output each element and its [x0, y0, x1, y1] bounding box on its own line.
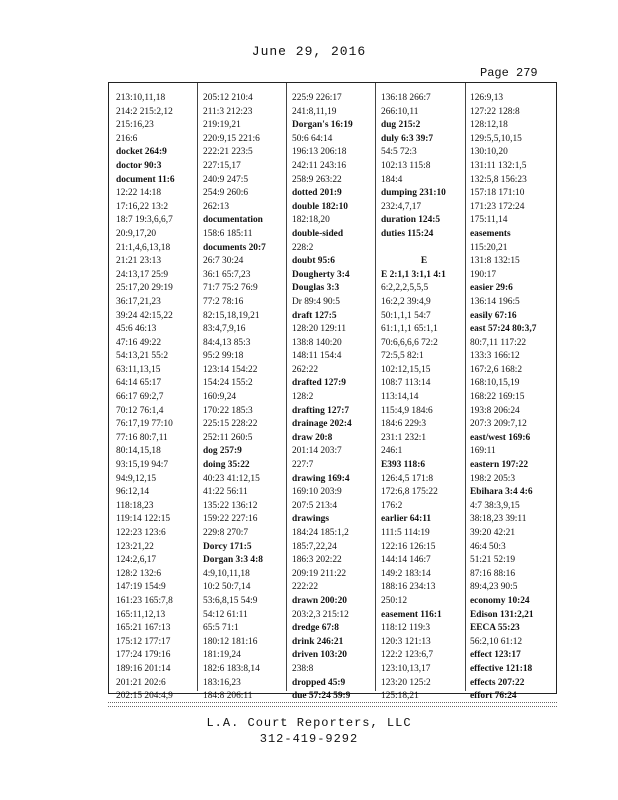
index-entry: Dr 89:4 90:5 — [292, 296, 340, 307]
index-entry: E 2:1,1 3:1,1 4:1 — [381, 269, 446, 280]
index-entry: 20:9,17,20 — [116, 228, 157, 239]
index-entry: 128:12,18 — [470, 120, 508, 131]
index-entry: 80:7,11 117:22 — [470, 337, 527, 348]
index-entry: 246:1 — [381, 446, 403, 457]
index-entry: 144:14 146:7 — [381, 555, 431, 566]
index-entry: 177:24 179:16 — [116, 650, 171, 661]
index-entry: 205:12 210:4 — [203, 93, 253, 103]
index-entry: drawn 200:20 — [292, 595, 347, 606]
index-entry: doctor 90:3 — [116, 160, 162, 171]
index-entry: 170:22 185:3 — [203, 405, 253, 416]
index-entry: 220:9,15 221:6 — [203, 133, 260, 144]
index-entry: 131:8 132:15 — [470, 256, 520, 267]
index-entry: 225:9 226:17 — [292, 93, 342, 103]
index-entry: 72:5,5 82:1 — [381, 351, 424, 362]
index-entry: 165:21 167:13 — [116, 623, 171, 634]
index-entry: 89:4,23 90:5 — [470, 582, 518, 593]
index-entry: 125:18,21 — [381, 691, 419, 702]
index-entry: 168:22 169:15 — [470, 392, 525, 403]
index-entry: 136:18 266:7 — [381, 93, 431, 103]
index-entry: 229:8 270:7 — [203, 528, 249, 538]
index-entry: 149:2 183:14 — [381, 568, 431, 579]
index-entry: 122:16 126:15 — [381, 541, 436, 552]
index-entry: 222:22 — [292, 582, 319, 593]
index-entry: 225:15 228:22 — [203, 419, 258, 430]
index-entry: drafted 127:9 — [292, 378, 346, 389]
index-entry: 182:18,20 — [292, 215, 330, 226]
index-entry: 26:7 30:24 — [203, 256, 244, 267]
index-entry: 129:5,5,10,15 — [470, 133, 522, 144]
index-column-4 — [381, 92, 467, 704]
index-entry: 216:6 — [116, 133, 138, 144]
index-entry: 128:2 — [292, 392, 314, 403]
index-entry: 252:11 260:5 — [203, 432, 253, 443]
index-column-5 — [470, 92, 556, 704]
index-entry: driven 103:20 — [292, 650, 347, 661]
index-entry: draft 127:5 — [292, 310, 337, 321]
index-entry: 95:2 99:18 — [203, 351, 244, 362]
index-entry: 54:5 72:3 — [381, 147, 417, 158]
index-entry: 24:13,17 25:9 — [116, 269, 169, 280]
index-entry: dropped 45:9 — [292, 677, 346, 688]
page-number: Page 279 — [480, 66, 538, 80]
index-entry: draw 20:8 — [292, 432, 333, 443]
index-entry: 84:4,13 85:3 — [203, 337, 251, 348]
index-entry: 123:14 154:22 — [203, 364, 258, 375]
index-entry: document 11:6 — [116, 174, 175, 185]
index-entry: 207:5 213:4 — [292, 500, 338, 511]
index-entry: 227:7 — [292, 460, 314, 471]
index-entry: 16:2,2 39:4,9 — [381, 296, 431, 307]
index-entry: 115:4,9 184:6 — [381, 405, 433, 416]
index-entry: earlier 64:11 — [381, 514, 432, 525]
index-entry: 207:3 209:7,12 — [470, 419, 527, 430]
index-entry: 266:10,11 — [381, 106, 419, 117]
index-entry: 12:22 14:18 — [116, 188, 162, 199]
index-entry: 93:15,19 94:7 — [116, 460, 169, 471]
index-entry: 25:17,20 29:19 — [116, 283, 173, 294]
index-entry: 102:12,15,15 — [381, 364, 431, 375]
index-entry: 172:6,8 175:22 — [381, 487, 438, 498]
index-entry: 80:14,15,18 — [116, 446, 161, 457]
index-entry: 184:4 — [381, 174, 403, 185]
index-entry: 182:6 183:8,14 — [203, 663, 260, 674]
index-entry: 61:1,1,1 65:1,1 — [381, 324, 438, 335]
index-entry: dug 215:2 — [381, 120, 421, 131]
index-entry: 250:12 — [381, 595, 408, 606]
index-entry: 240:9 247:5 — [203, 174, 249, 185]
index-entry: easement 116:1 — [381, 609, 442, 620]
index-entry: 169:11 — [470, 446, 496, 457]
index-entry: 258:9 263:22 — [292, 174, 342, 185]
index-entry: 157:18 171:10 — [470, 188, 525, 199]
page-date: June 29, 2016 — [251, 44, 367, 59]
index-entry: 17:16,22 13:2 — [116, 201, 169, 212]
index-entry: 21:21 23:13 — [116, 256, 162, 267]
index-entry: 96:12,14 — [116, 487, 150, 498]
index-entry: EECA 55:23 — [470, 623, 520, 634]
index-entry: 38:18,23 39:11 — [470, 514, 527, 525]
index-entry: 138:8 140:20 — [292, 337, 342, 348]
index-entry: doubt 95:6 — [292, 256, 335, 267]
index-entry: 126:9,13 — [470, 93, 504, 103]
index-entry: 123:21,22 — [116, 541, 154, 552]
index-entry: doing 35:22 — [203, 460, 250, 471]
index-entry: 133:3 166:12 — [470, 351, 520, 362]
index-entry: dumping 231:10 — [381, 188, 446, 199]
index-entry: 180:12 181:16 — [203, 636, 258, 647]
index-entry: Dorcy 171:5 — [203, 541, 252, 552]
index-entry: 4:9,10,11,18 — [203, 568, 250, 579]
index-entry: 159:22 227:16 — [203, 514, 258, 525]
index-entry: drainage 202:4 — [292, 419, 352, 430]
index-entry: 56:2,10 61:12 — [470, 636, 523, 647]
index-entry: easements — [470, 228, 511, 239]
index-entry: 46:4 50:3 — [470, 541, 506, 552]
index-entry: 188:16 234:13 — [381, 582, 436, 593]
index-entry: 65:5 71:1 — [203, 623, 239, 634]
index-entry: 123:10,13,17 — [381, 663, 431, 674]
index-entry: 63:11,13,15 — [116, 364, 161, 375]
index-entry: 94:9,12,15 — [116, 473, 157, 484]
index-entry: 262:22 — [292, 364, 319, 375]
index-entry: 219:19,21 — [203, 120, 241, 131]
index-entry: 108:7 113:14 — [381, 378, 431, 389]
index-entry: 10:2 50:7,14 — [203, 582, 251, 593]
index-entry: 222:21 223:5 — [203, 147, 253, 158]
index-entry: 154:24 155:2 — [203, 378, 253, 389]
index-entry: 87:16 88:16 — [470, 568, 516, 579]
index-entry: drink 246:21 — [292, 636, 344, 647]
index-entry: 130:10,20 — [470, 147, 508, 158]
index-entry: 120:3 121:13 — [381, 636, 431, 647]
index-entry: 202:15 204:4,9 — [116, 691, 173, 702]
index-entry: 128:20 129:11 — [292, 324, 347, 335]
index-entry: 215:16,23 — [116, 120, 154, 131]
index-entry: 39:20 42:21 — [470, 528, 516, 538]
index-entry: 184:6 229:3 — [381, 419, 427, 430]
index-entry: 203:2,3 215:12 — [292, 609, 349, 620]
index-entry: dotted 201:9 — [292, 188, 342, 199]
index-entry: 76:17,19 77:10 — [116, 419, 173, 430]
index-entry: 147:19 154:9 — [116, 582, 166, 593]
index-entry: 123:20 125:2 — [381, 677, 431, 688]
index-entry: duly 6:3 39:7 — [381, 133, 434, 144]
index-entry: 111:5 114:19 — [381, 528, 430, 538]
index-entry: Dougherty 3:4 — [292, 269, 350, 280]
index-entry — [381, 242, 467, 256]
index-entry: 113:14,14 — [381, 392, 419, 403]
index-entry: duration 124:5 — [381, 215, 441, 226]
index-entry: 196:13 206:18 — [292, 147, 347, 158]
index-entry: Ebihara 3:4 4:6 — [470, 487, 533, 498]
index-entry: 36:1 65:7,23 — [203, 269, 251, 280]
index-entry: 66:17 69:2,7 — [116, 392, 164, 403]
index-entry: 118:12 119:3 — [381, 623, 431, 634]
index-entry: 201:14 203:7 — [292, 446, 342, 457]
index-entry: effective 121:18 — [470, 663, 533, 674]
index-entry: 64:14 65:17 — [116, 378, 162, 389]
index-entry: 232:4,7,17 — [381, 201, 422, 212]
index-entry: 102:13 115:8 — [381, 160, 431, 171]
index-entry: documents 20:7 — [203, 242, 266, 253]
index-column-2 — [203, 92, 289, 704]
index-entry: 214:2 215:2,12 — [116, 106, 173, 117]
index-entry: 6:2,2,2,5,5,5 — [381, 283, 429, 294]
index-entry: 122:2 123:6,7 — [381, 650, 434, 661]
index-entry: 50:6 64:14 — [292, 133, 333, 144]
index-entry: 167:2,6 168:2 — [470, 364, 523, 375]
index-entry: drawings — [292, 514, 329, 525]
index-entry: 175:12 177:17 — [116, 636, 171, 647]
index-entry: easily 67:16 — [470, 310, 517, 321]
index-entry: 21:1,4,6,13,18 — [116, 242, 171, 253]
index-entry: effects 207:22 — [470, 677, 525, 688]
index-entry: eastern 197:22 — [470, 460, 529, 471]
index-entry: 185:7,22,24 — [292, 541, 337, 552]
index-entry: 189:16 201:14 — [116, 663, 171, 674]
index-entry: 158:6 185:11 — [203, 228, 253, 239]
index-entry: 4:7 38:3,9,15 — [470, 500, 520, 511]
index-entry: 201:21 202:6 — [116, 677, 166, 688]
index-entry: 54:12 61:11 — [203, 609, 248, 620]
index-entry: 171:23 172:24 — [470, 201, 525, 212]
index-entry: 36:17,21,23 — [116, 296, 161, 307]
index-entry: effect 123:17 — [470, 650, 521, 661]
index-entry: east/west 169:6 — [470, 432, 531, 443]
index-entry: 262:13 — [203, 201, 230, 212]
index-entry: 41:22 56:11 — [203, 487, 248, 498]
index-entry: 184:24 185:1,2 — [292, 528, 349, 538]
index-entry: 131:11 132:1,5 — [470, 160, 527, 171]
index-entry: 50:1,1,1 54:7 — [381, 310, 431, 321]
index-entry: 53:6,8,15 54:9 — [203, 595, 258, 606]
index-entry: 184:8 206:11 — [203, 691, 253, 702]
index-entry: 161:23 165:7,8 — [116, 595, 173, 606]
index-entry: 18:7 19:3,6,6,7 — [116, 215, 173, 226]
index-entry: 209:19 211:22 — [292, 568, 347, 579]
index-entry: 54:13,21 55:2 — [116, 351, 169, 362]
index-entry: 118:18,23 — [116, 500, 154, 511]
index-entry: economy 10:24 — [470, 595, 530, 606]
index-entry: double 182:10 — [292, 201, 348, 212]
index-entry: documentation — [203, 215, 263, 226]
footer-rule — [108, 702, 557, 703]
index-entry: 70:12 76:1,4 — [116, 405, 164, 416]
index-entry: due 57:24 59:9 — [292, 691, 351, 702]
index-entry: E393 118:6 — [381, 460, 426, 471]
index-entry: dredge 67:8 — [292, 623, 339, 634]
index-entry: 193:8 206:24 — [470, 405, 520, 416]
index-entry: east 57:24 80:3,7 — [470, 324, 537, 335]
index-entry: duties 115:24 — [381, 228, 434, 239]
index-entry: 40:23 41:12,15 — [203, 473, 260, 484]
index-column-1 — [116, 92, 202, 704]
index-entry: easier 29:6 — [470, 283, 513, 294]
index-entry: 176:2 — [381, 500, 403, 511]
index-entry: Dorgan's 16:19 — [292, 120, 353, 131]
reporter-company: L.A. Court Reporters, LLC — [206, 716, 412, 730]
index-entry: 183:16,23 — [203, 677, 241, 688]
index-entry: 181:19,24 — [203, 650, 241, 661]
index-entry: 127:22 128:8 — [470, 106, 520, 117]
footer-rule — [108, 706, 557, 707]
index-entry: 77:2 78:16 — [203, 296, 244, 307]
index-entry: 148:11 154:4 — [292, 351, 342, 362]
index-entry: 254:9 260:6 — [203, 188, 249, 199]
index-entry: 71:7 75:2 76:9 — [203, 283, 258, 294]
index-entry: Dorgan 3:3 4:8 — [203, 555, 263, 566]
index-entry: 190:17 — [470, 269, 497, 280]
index-entry: effort 76:24 — [470, 691, 517, 702]
index-entry: 186:3 202:22 — [292, 555, 342, 566]
index-entry: Douglas 3:3 — [292, 283, 340, 294]
index-entry: drawing 169:4 — [292, 473, 350, 484]
index-entry: 126:4,5 171:8 — [381, 473, 434, 484]
index-entry: Edison 131:2,21 — [470, 609, 534, 620]
index-entry: 169:10 203:9 — [292, 487, 342, 498]
index-entry: 47:16 49:22 — [116, 337, 162, 348]
index-entry: 227:15,17 — [203, 160, 241, 171]
index-entry: 160:9,24 — [203, 392, 237, 403]
index-entry: 165:11,12,13 — [116, 609, 166, 620]
index-entry: 115:20,21 — [470, 242, 508, 253]
index-entry: 175:11,14 — [470, 215, 508, 226]
index-entry: 124:2,6,17 — [116, 555, 157, 566]
index-entry: drafting 127:7 — [292, 405, 350, 416]
index-entry: 39:24 42:15,22 — [116, 310, 173, 321]
index-entry: 136:14 196:5 — [470, 296, 520, 307]
index-entry: 77:16 80:7,11 — [116, 432, 168, 443]
index-entry: 119:14 122:15 — [116, 514, 171, 525]
index-entry: 45:6 46:13 — [116, 324, 157, 335]
reporter-phone: 312-419-9292 — [259, 732, 359, 746]
index-entry: 122:23 123:6 — [116, 528, 166, 538]
index-entry: 83:4,7,9,16 — [203, 324, 246, 335]
index-entry: 70:6,6,6,6 72:2 — [381, 337, 438, 348]
index-column-3 — [292, 92, 378, 704]
index-entry: 242:11 243:16 — [292, 160, 347, 171]
index-entry: 241:8,11,19 — [292, 106, 337, 117]
index-entry: dog 257:9 — [203, 446, 242, 457]
index-entry: 51:21 52:19 — [470, 555, 516, 566]
index-entry: 168:10,15,19 — [470, 378, 520, 389]
index-entry: double-sided — [292, 228, 344, 239]
index-entry: 132:5,8 156:23 — [470, 174, 527, 185]
index-entry: 198:2 205:3 — [470, 473, 516, 484]
index-entry: 228:2 — [292, 242, 314, 253]
index-entry: 231:1 232:1 — [381, 432, 427, 443]
index-entry: 211:3 212:23 — [203, 106, 253, 117]
index-entry: 213:10,11,18 — [116, 93, 166, 103]
index-entry: 128:2 132:6 — [116, 568, 162, 579]
index-entry: 135:22 136:12 — [203, 500, 258, 511]
index-entry: E — [420, 256, 428, 267]
index-entry: 82:15,18,19,21 — [203, 310, 260, 321]
index-entry: docket 264:9 — [116, 147, 167, 158]
index-entry: 238:8 — [292, 663, 314, 674]
